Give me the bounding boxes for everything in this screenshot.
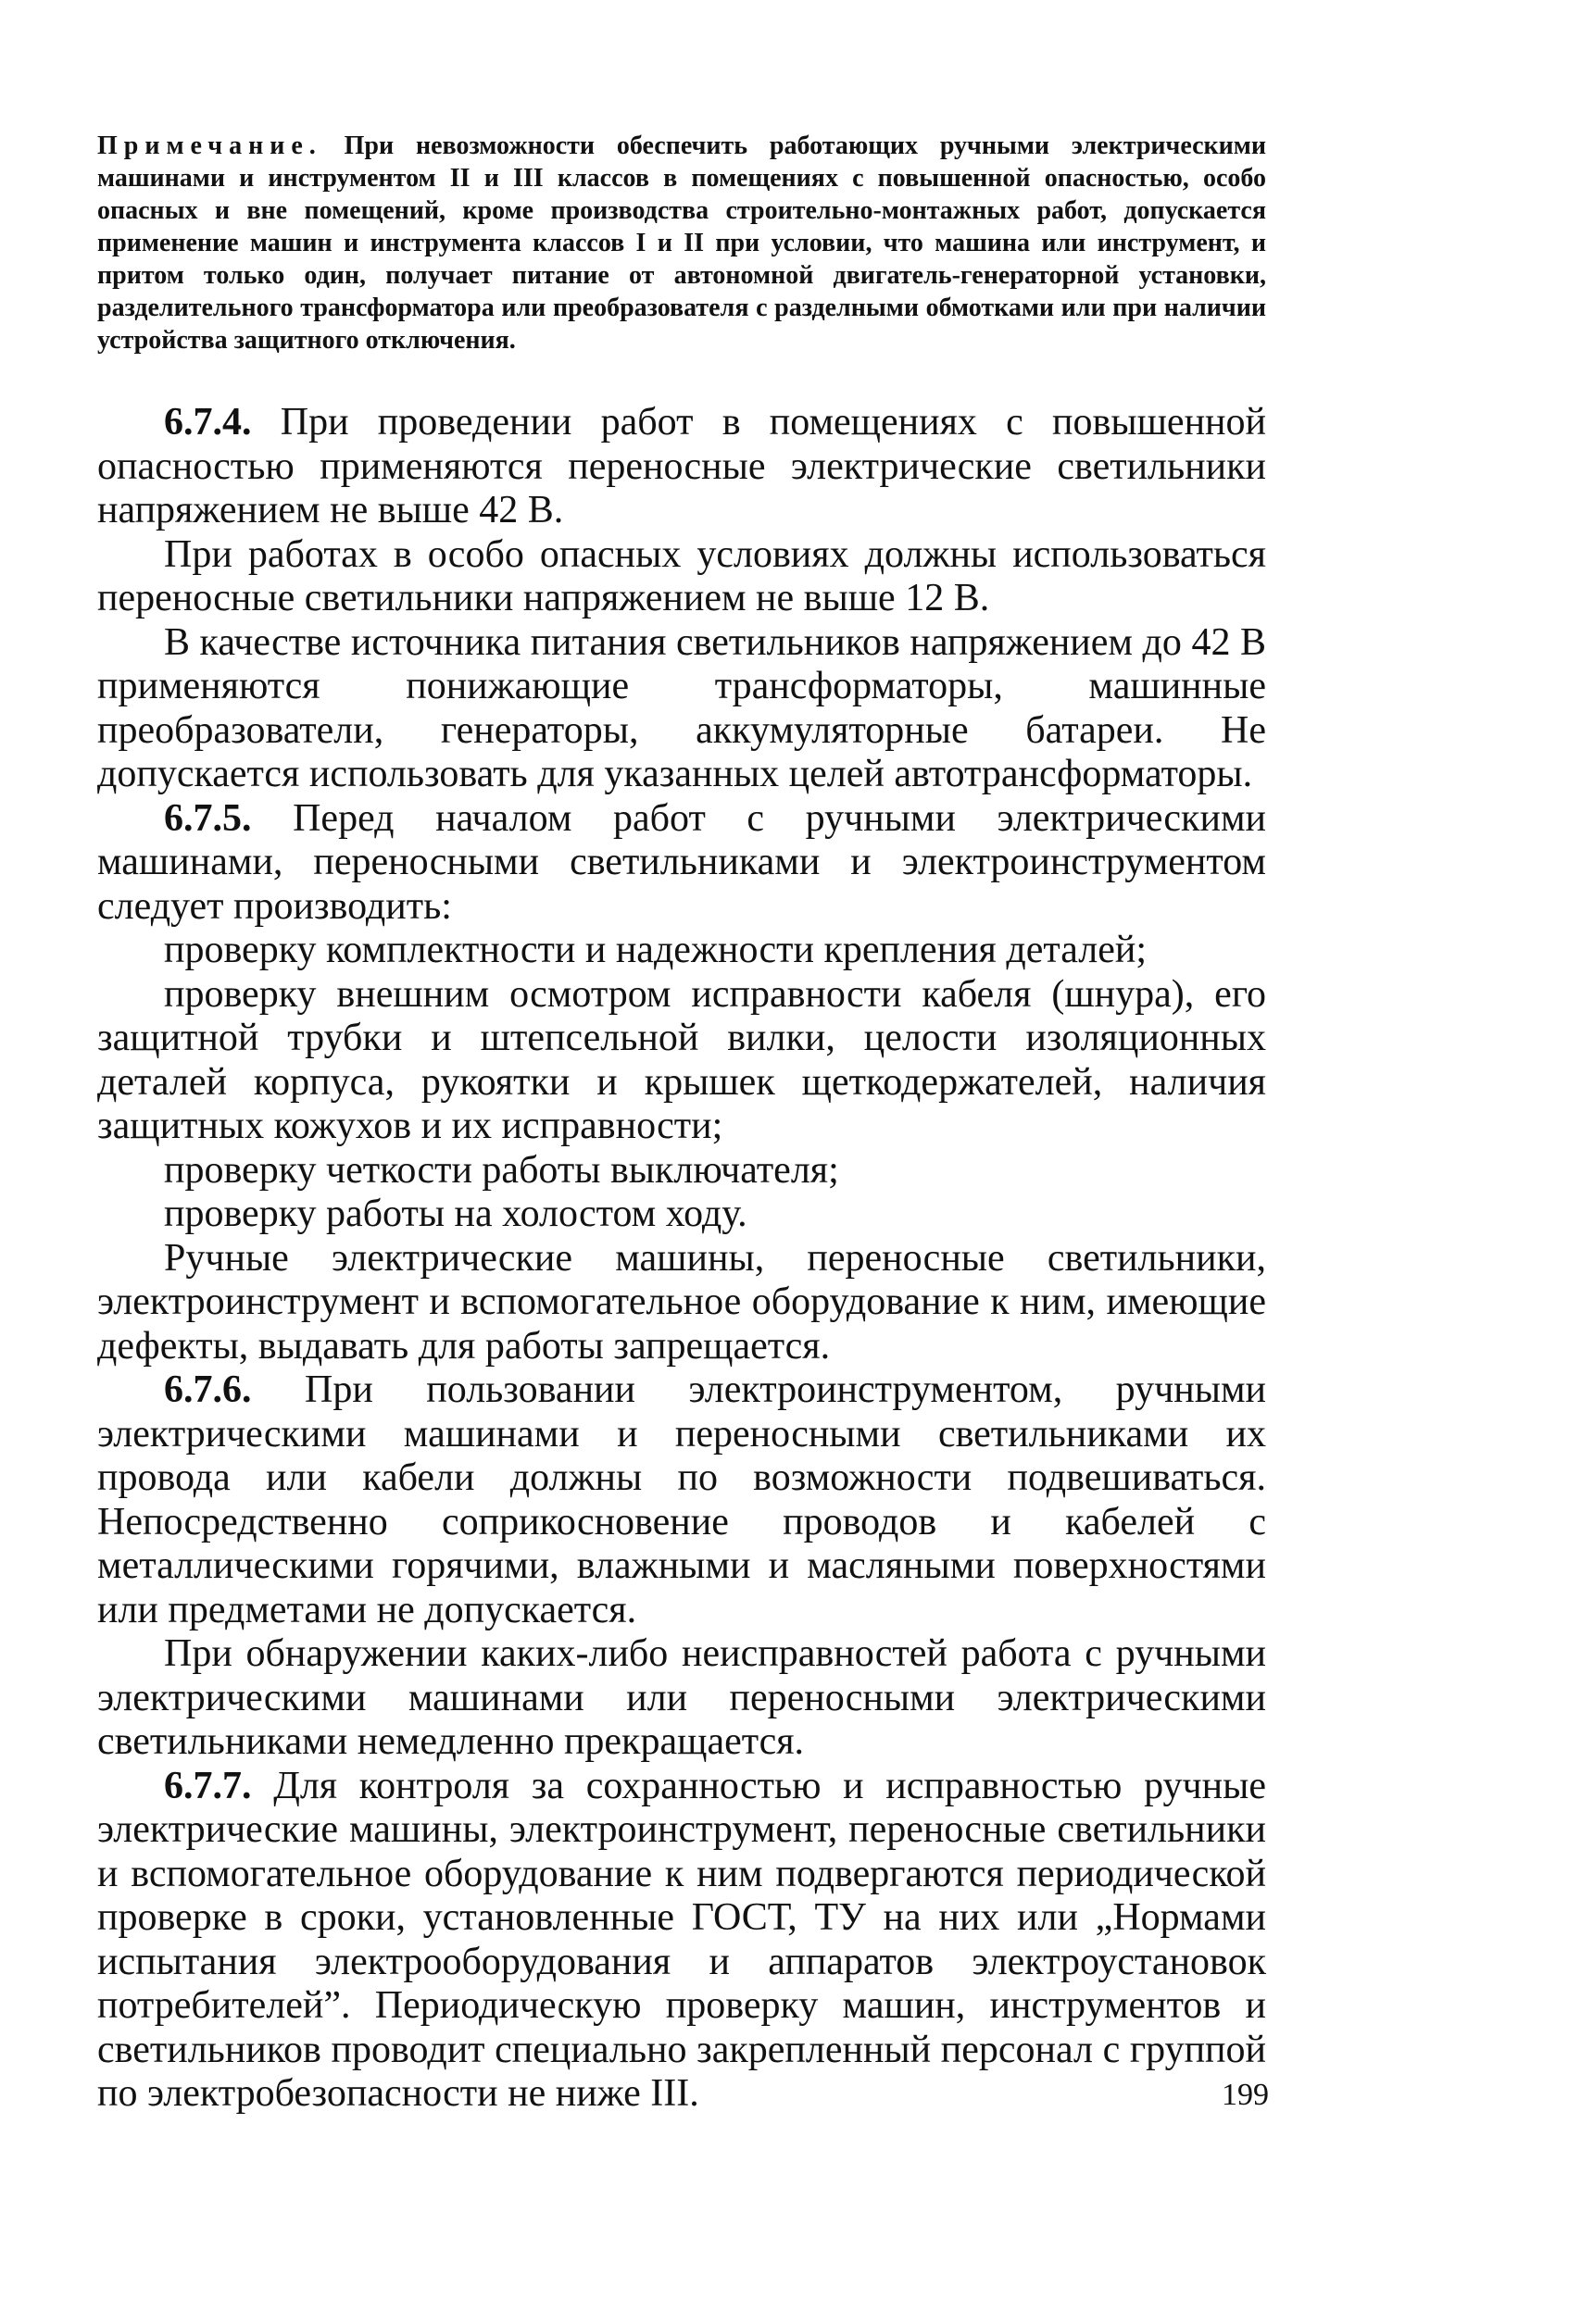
paragraph-text: Перед началом работ с ручными электрическими машинами, переносными светильниками и электроинструментом следует производить: — [97, 796, 1266, 928]
paragraph — [97, 621, 1266, 797]
paragraph — [97, 1632, 1266, 1765]
list-item — [97, 1149, 1266, 1193]
paragraph-text: При проведении работ в помещениях с повышенной опасностью применяются переносные электрические светильники напряжением не выше 42 В. — [97, 401, 1266, 531]
section-number: 6.7.4. — [164, 401, 252, 444]
section-number: 6.7.6. — [164, 1368, 252, 1411]
list-item — [97, 929, 1266, 973]
paragraph-text: проверку внешним осмотром исправности кабеля (шнура), его защитной трубки и штепсельной вилки, целости изоляционных деталей корпуса, рукоятки и крышек щеткодержателей, наличия защитных кожухов и их исправности; — [97, 972, 1266, 1147]
paragraph-text: проверку работы на холостом ходу. — [164, 1193, 747, 1235]
list-item — [97, 973, 1266, 1149]
paragraph-text: При работах в особо опасных условиях должны использоваться переносные светильники напряжением не выше 12 В. — [97, 532, 1266, 619]
paragraph-text: проверку комплектности и надежности крепления деталей; — [164, 929, 1147, 971]
section-number: 6.7.7. — [164, 1764, 252, 1807]
spacer — [97, 356, 1266, 401]
note-paragraph — [97, 130, 1266, 356]
paragraph — [97, 797, 1266, 930]
list-item — [97, 1193, 1266, 1237]
paragraph-text: При обнаружении каких-либо неисправностей работа с ручными электрическими машинами или переносными электрическими светильниками немедленно прекращается. — [97, 1632, 1266, 1763]
paragraph-text: Ручные электрические машины, переносные светильники, электроинструмент и вспомогательное оборудование к ним, имеющие дефекты, выдавать для работы запрещается. — [97, 1236, 1266, 1368]
paragraph — [97, 1765, 1266, 2117]
page-content — [97, 130, 1266, 2117]
paragraph-text: Для контроля за сохранностью и исправностью ручные электрические машины, электроинструмент, переносные светильники и вспомогательное оборудование к ним подвергаются периодической проверке в сроки, установленные ГОСТ, ТУ на них или „Нормами испытания электрооборудования и аппаратов электроустановок потребителей”. Периодическую проверку машин, инструментов и светильников проводит специально закрепленный персонал с группой по электробезопасности не ниже III. — [97, 1764, 1267, 2115]
section-number: 6.7.5. — [164, 796, 252, 840]
paragraph-text: проверку четкости работы выключателя; — [164, 1148, 839, 1192]
paragraph — [97, 401, 1266, 533]
paragraph — [97, 1368, 1266, 1632]
page-number: 199 — [1222, 2078, 1269, 2112]
paragraph-text: В качестве источника питания светильников напряжением до 42 В применяются понижающие трансформаторы, машинные преобразователи, генераторы, аккумуляторные батареи. Не допускается использовать для указанных целей автотрансформаторы. — [97, 620, 1266, 795]
note-label: Примечание. — [97, 131, 322, 160]
paragraph — [97, 1237, 1266, 1369]
note-text: При невозможности обеспечить работающих ручными электрическими машинами и инструментом II и III классов в помещениях с повышенной опасностью, особо опасных и вне помещений, кроме производства строительно-монтажных работ, допускается применение машин и инструмента классов I и II при условии, что машина или инструмент, и притом только один, получает питание от автономной двигатель-генераторной установки, разделительного трансформатора или преобразователя с разделными обмотками или при наличии устройства защитного отключения. — [97, 131, 1266, 355]
paragraph — [97, 533, 1266, 621]
paragraph-text: При пользовании электроинструментом, ручными электрическими машинами и переносными светильниками их провода или кабели должны по возможности подвешиваться. Непосредственно соприкосновение проводов и кабелей с металлическими горячими, влажными и масляными поверхностями или предметами не допускается. — [97, 1368, 1266, 1631]
